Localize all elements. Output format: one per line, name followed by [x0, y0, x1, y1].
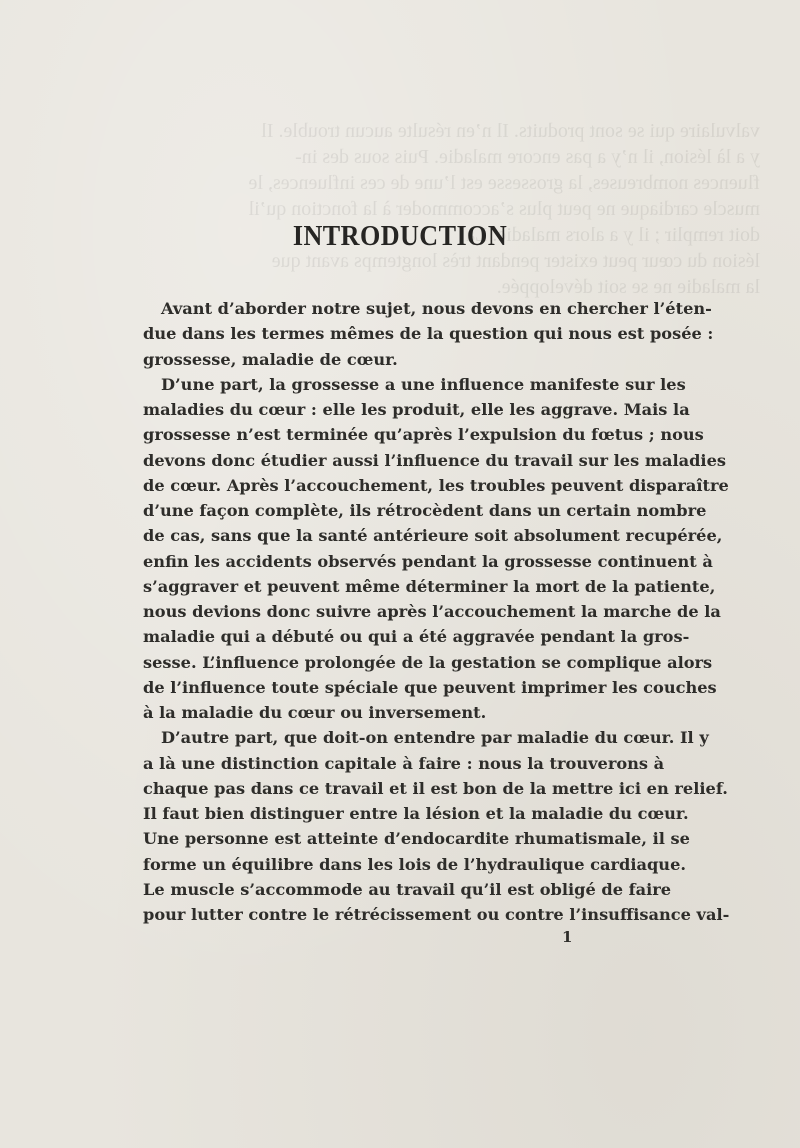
text-line: maladie qui a débuté ou qui a été aggravée pendant la gros- [143, 627, 690, 647]
text-line: de cas, sans que la santé antérieure soit absolument recupérée, [143, 526, 723, 546]
text-line: à la maladie du cœur ou inversement. [143, 703, 487, 722]
text-line: chaque pas dans ce travail et il est bon de la mettre ici en relief. [143, 778, 728, 798]
text-line: due dans les termes mêmes de la question qui nous est posée : [143, 324, 714, 344]
text-line: devons donc étudier aussi l’influence du travail sur les maladies [143, 450, 726, 470]
show-through-line: fluences nombreuses, la grossesse est l’une de ces influences, le [248, 172, 760, 194]
text-line: D’une part, la grossesse a une influence manifeste sur les [161, 374, 686, 394]
show-through-line: lésion du cœur peut exister pendant très longtemps avant que [271, 250, 760, 272]
text-line: grossesse, maladie de cœur. [143, 349, 398, 369]
show-through-text [120, 118, 760, 298]
text-line: pour lutter contre le rétrécissement ou contre l’insuffisance val- [143, 905, 730, 924]
show-through-line: la maladie ne se soit développée. [496, 276, 760, 298]
text-line: maladies du cœur : elle les produit, elle les aggrave. Mais la [143, 400, 690, 419]
text-line: nous devions donc suivre après l’accouchement la marche de la [143, 602, 721, 621]
show-through-line: doit remplir ; il y a alors maladie. La [466, 224, 760, 246]
body-paragraphs [143, 296, 730, 927]
text-line: Le muscle s’accommode au travail qu’il est obligé de faire [143, 879, 672, 899]
text-line: grossesse n’est terminée qu’après l’expulsion du fœtus ; nous [143, 425, 704, 445]
text-line: Avant d’aborder notre sujet, nous devons en chercher l’éten- [161, 299, 712, 318]
text-line: sesse. L’influence prolongée de la gestation se complique alors [143, 652, 713, 672]
text-line: de cœur. Après l’accouchement, les troubles peuvent disparaître [143, 475, 729, 495]
chapter-title: INTRODUCTION [292, 220, 508, 252]
page-number: 1 [562, 928, 573, 946]
show-through-line: valvulaire qui se sont produits. Il n’en résulte aucun trouble. Il [261, 120, 760, 142]
text-line: D’autre part, que doit-on entendre par maladie du cœur. Il y [161, 728, 709, 748]
text-line: Une personne est atteinte d’endocardite rhumatismale, il se [143, 829, 690, 849]
show-through-line: muscle cardiaque ne peut plus s’accommoder à la fonction qu’il [248, 198, 760, 220]
text-line: de l’influence toute spéciale que peuvent imprimer les couches [143, 677, 717, 697]
text-line: forme un équilibre dans les lois de l’hydraulique cardiaque. [143, 854, 687, 874]
text-line: Il faut bien distinguer entre la lésion et la maladie du cœur. [143, 804, 689, 823]
text-line: enfin les accidents observés pendant la grossesse continuent à [143, 551, 713, 571]
text-line: a là une distinction capitale à faire : nous la trouverons à [143, 753, 665, 773]
text-line: d’une façon complète, ils rétrocèdent dans un certain nombre [143, 501, 707, 520]
text-line: s’aggraver et peuvent même déterminer la mort de la patiente, [143, 576, 716, 596]
show-through-line: y a là lésion, il n’y a pas encore maladie. Puis sous des in- [295, 146, 760, 168]
